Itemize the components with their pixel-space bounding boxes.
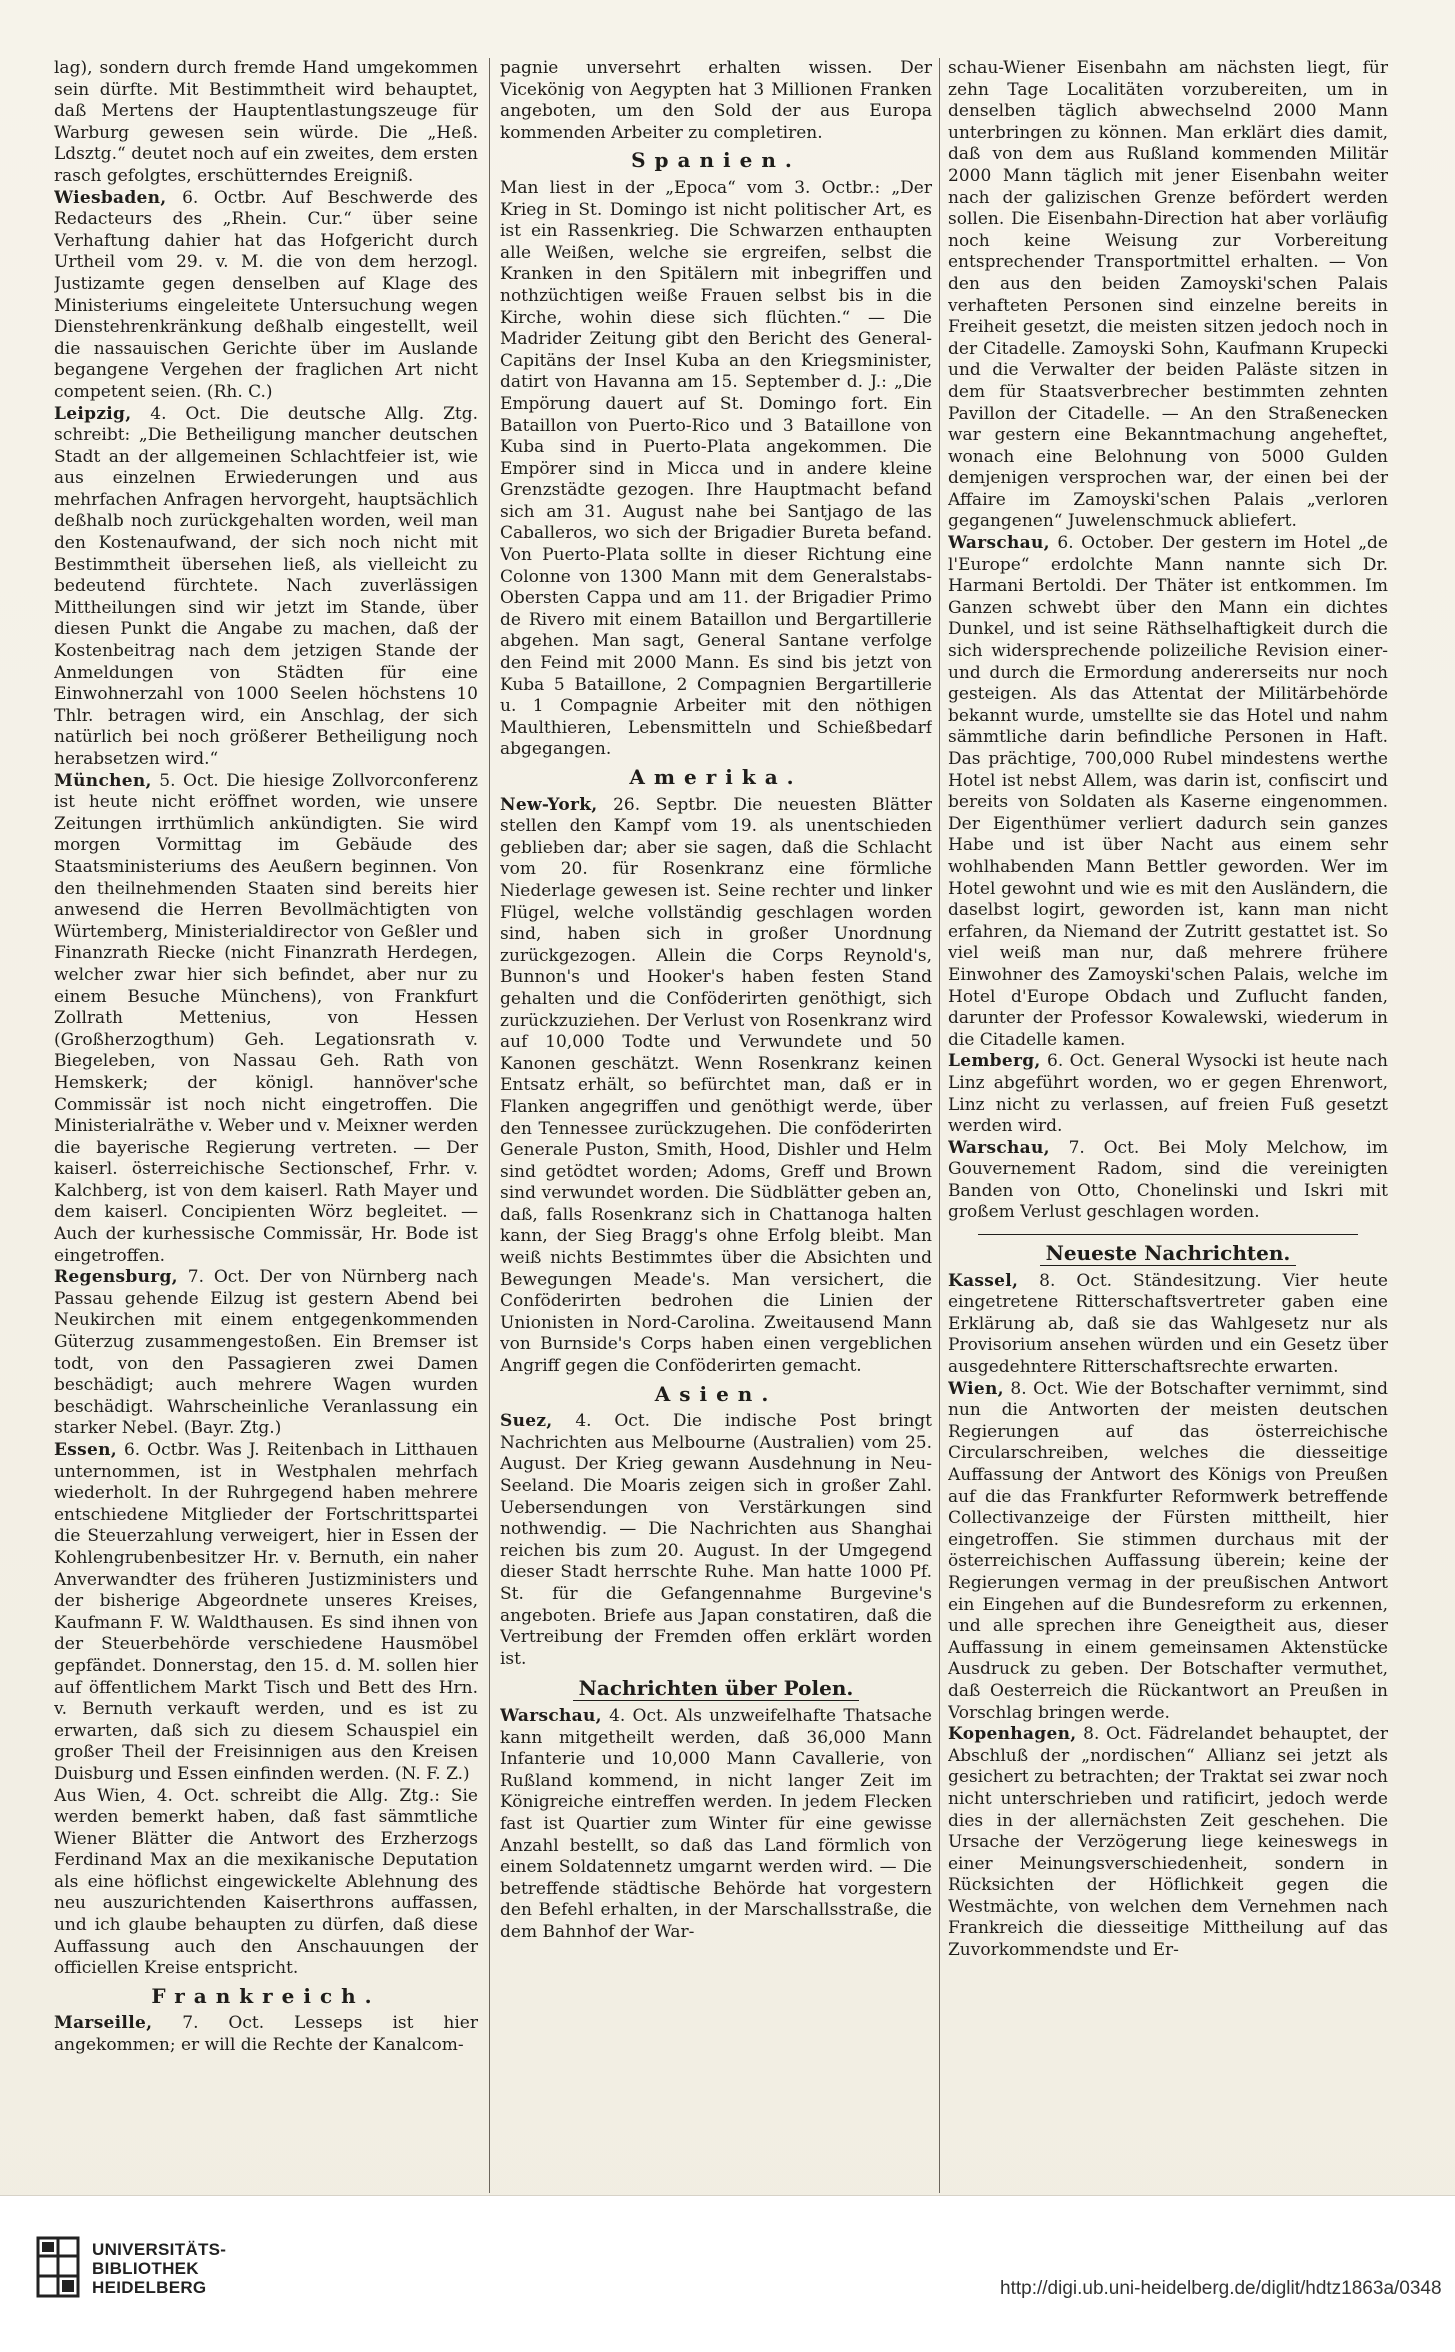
paragraph-text: 4. Oct. Die deutsche Allg. Ztg. schreibt: „Die Betheiligung mancher deutschen Stadt an der allgemeinen Schlachtfeier ist, wie aus einzelnen Erwiederungen und aus mehrfachen Anfragen hervorgeht, hauptsächlich deßhalb noch zurückgehalten worden, weil man den Kostenaufwand, der sich noch nicht mit Bestimmtheit übersehen ließ, als vielleicht zu bedeutend fürchtete. Nach zuverlässigen Mittheilungen sind wir jetzt im Stande, über diesen Punkt die Angabe zu machen, daß der Kostenbeitrag nach dem jetzigen Stande der Anmeldungen von Städten für eine Einwohnerzahl von 1000 Seelen höchstens 10 Thlr. betragen wird, ein Anschlag, der sich natürlich bei noch größerer Betheiligung noch herabsetzen wird.“ — [54, 403, 478, 769]
article-paragraph — [500, 58, 932, 144]
paragraph-text: pagnie unversehrt erhalten wissen. Der Vicekönig von Aegypten hat 3 Millionen Franken angeboten, um den Sold der aus Europa kommenden Arbeiter zu completiren. — [500, 58, 932, 143]
dateline-place: New-York, — [500, 794, 598, 815]
article-paragraph — [54, 58, 478, 188]
boxed-heading-text: Nachrichten über Polen. — [573, 1676, 860, 1701]
library-name-line2: BIBLIOTHEK — [92, 2259, 199, 2278]
paragraph-text: 6. Oct. General Wysocki ist heute nach Linz abgeführt worden, wo er gegen Ehrenwort, Linz nicht zu verlassen, auf freien Fuß gesetzt werden wird. — [948, 1051, 1388, 1137]
section-divider — [978, 1234, 1358, 1235]
paragraph-text: 6. Octbr. Auf Beschwerde des Redacteurs des „Rhein. Cur.“ über seine Verhaftung dahier hat das Hofgericht durch Urtheil vom 29. v. M. die von dem herzogl. Justizamte gegen denselben auf Klage des Ministeriums eingeleitete Untersuchung wegen Dienstehrenkränkung deßhalb eingestellt, weil die nassauischen Gerichte über im Auslande begangene Vergehen der fraglichen Art nicht competent seien. (Rh. C.) — [54, 187, 478, 402]
paragraph-text: 26. Septbr. Die neuesten Blätter stellen den Kampf vom 19. als unentschieden geblieben dar; aber sie sagen, daß die Schlacht vom 20. für Rosenkranz eine förmliche Niederlage gewesen ist. Seine rechter und linker Flügel, welche vollständig geschlagen worden sind, haben sich in großer Unordnung zurückgezogen. Allein die Corps Reynold's, Bunnon's und Hooker's haben festen Stand gehalten und die Conföderirten genöthigt, sich zurückzuziehen. Der Verlust von Rosenkranz wird auf 10,000 Todte und Verwundete und 50 Kanonen geschätzt. Wenn Rosenkranz keinen Entsatz erhält, so befürchtet man, daß er in Flanken angegriffen und genöthigt werde, über den Tennessee zurückzugehen. Die conföderirten Generale Puston, Smith, Hood, Dishler und Helm sind getödtet worden; Adoms, Greff und Brown sind verwundet worden. Die Südblätter geben an, daß, falls Rosenkranz sich in Chattanoga halten kann, der Sieg Bragg's ohne Erfolg bleibt. Man weiß nichts Bestimmtes über die Absichten und Bewegungen Meade's. Man versichert, die Conföderirten bedrohen die Linien der Unionisten in Nord-Carolina. Zweitausend Mann von Burnside's Corps haben einen vergeblichen Angriff gegen die Conföderirten gemacht. — [500, 794, 932, 1377]
dateline-place: Wien, — [948, 1378, 1004, 1399]
column-middle — [500, 58, 932, 2188]
article-paragraph — [948, 533, 1388, 1051]
paragraph-text: 8. Oct. Ständesitzung. Vier heute eingetretene Ritterschaftsvertreter gaben eine Erklärung ab, daß sie das Wahlgesetz nur als Provisorium ansehen würden und ein Gesetz über ausgedehntere Ritterschaftsrechte erwarten. — [948, 1270, 1388, 1378]
paragraph-text: 4. Oct. Die indische Post bringt Nachrichten aus Melbourne (Australien) vom 25. August. Der Krieg gewann Ausdehnung in Neu-Seeland. Die Moaris zeigen sich in großer Zahl. Uebersendungen von Verstärkungen sind nothwendig. — Die Nachrichten aus Shanghai reichen bis zum 20. August. In der Umgegend dieser Stadt herrschte Ruhe. Man hatte 1000 Pf. St. für die Gefangennahme Burgevine's angeboten. Briefe aus Japan constatiren, daß die Vertreibung der Fremden offen erklärt worden ist. — [500, 1411, 932, 1669]
dateline-place: Marseille, — [54, 2013, 153, 2034]
paragraph-text: lag), sondern durch fremde Hand umgekommen sein dürfte. Mit Bestimmtheit wird behauptet, daß Mertens der Hauptentlastungszeuge für Warburg gewesen sein würde. Die „Heß. Ldsztg.“ deutet noch auf ein zweites, dem ersten rasch gefolgtes, erschütterndes Ereigniß. — [54, 58, 478, 186]
boxed-heading — [500, 1678, 932, 1700]
article-paragraph — [54, 1267, 478, 1440]
dateline-place: Wiesbaden, — [54, 187, 167, 208]
library-name-line1: UNIVERSITÄTS- — [92, 2240, 227, 2259]
article-paragraph — [948, 1138, 1388, 1224]
paragraph-text: 6. October. Der gestern im Hotel „de l'Europe“ erdolchte Mann nannte sich Dr. Harmani Bertoldi. Der Thäter ist entkommen. Im Ganzen schwebt über den Mann ein dichtes Dunkel, und ist seine Räthselhaftigkeit durch die sich widersprechende polizeiliche Revision einer- und durch die Ermordung andererseits nur noch gesteigen. Als das Attentat der Militärbehörde bekannt wurde, umstellte sie das Hotel und nahm sämmtliche darin befindliche Personen in Haft. Das prächtige, 700,000 Rubel mindestens werthe Hotel ist nebst Allem, was darin ist, confiscirt und bereits von Soldaten als Kaserne eingenommen. Der Eigenthümer verliert dadurch sein ganzes Habe und ist über Nacht aus einem sehr wohlhabenden Mann Bettler geworden. Wer im Hotel gewohnt und wie es mit den Ausländern, die daselbst logirt, geworden ist, kann man nicht erfahren, da Niemand der Zutritt gestattet ist. So viel weiß man nur, daß mehrere frühere Einwohner des Zamoyski'schen Palais, welche im Hotel d'Europe Obdach und Zuflucht fanden, darunter der Professor Kowalewski, wiederum in die Citadelle kamen. — [948, 533, 1388, 1050]
paragraph-text: 8. Oct. Wie der Botschafter vernimmt, sind nun die Antworten der meisten deutschen Regierungen auf das österreichische Circularschreiben, welches die diesseitige Auffassung der Antwort des Königs von Preußen auf die das Frankfurter Reformwerk betreffende Collectivanzeige der Fürsten mittheilt, hier eingetroffen. Sie stimmen durchaus mit der österreichischen Auffassung überein; keine der Regierungen vermag in der preußischen Antwort ein Eingehen auf die Bundesreform zu erkennen, und alle sprechen ihre Geneigtheit aus, dieser Auffassung in einem gemeinsamen Aktenstücke Ausdruck zu geben. Der Botschafter vermuthet, daß Oesterreich die Rückantwort an Preußen in Vorschlag bringen werde. — [948, 1378, 1388, 1723]
column-rule-right — [939, 58, 940, 2193]
dateline-place: Kopenhagen, — [948, 1724, 1077, 1745]
paragraph-text: 6. Octbr. Was J. Reitenbach in Litthauen unternommen, ist in Westphalen mehrfach wiederholt. In der Ruhrgegend haben mehrere entschiedene Mitglieder der Fortschrittspartei die Steuerzahlung verweigert, hier in Essen der Kohlengrubenbesitzer Hr. v. Bernuth, ein naher Anverwandter des früheren Justizministers und der bisherige Abgeordnete unseres Kreises, Kaufmann F. W. Waldthausen. Es sind ihnen von der Steuerbehörde verschiedene Hausmöbel gepfändet. Donnerstag, den 15. d. M. sollen hier auf öffentlichem Markt Tisch und Bett des Hrn. v. Bernuth verkauft werden, und es ist zu erwarten, daß sich zu diesem Schauspiel ein großer Theil der Freisinnigen aus den Kreisen Duisburg und Essen einfinden werden. (N. F. Z.) — [54, 1440, 478, 1784]
article-paragraph — [54, 1786, 478, 1980]
section-heading: Amerika. — [629, 765, 803, 789]
article-paragraph — [54, 404, 478, 771]
dateline-place: Warschau, — [948, 533, 1050, 554]
section-heading: Asien. — [654, 1381, 778, 1406]
paragraph-text: Aus Wien, 4. Oct. schreibt die Allg. Ztg.: Sie werden bemerkt haben, daß fast sämmtliche Wiener Blätter die Antwort des Erzherzogs Ferdinand Max an die mexikanische Deputation als eine höflichst eingewickelte Ablehnung des neu auszurichtenden Kaiserthrons auffassen, und ich glaube behaupten zu dürfen, daß diese Auffassung auch den Anschauungen der officiellen Kreise entspricht. — [54, 1785, 478, 1979]
dateline-place: Kassel, — [948, 1270, 1019, 1291]
article-paragraph — [948, 58, 1388, 533]
article-paragraph — [500, 1411, 932, 1670]
paragraph-text: schau-Wiener Eisenbahn am nächsten liegt, für zehn Tage Localitäten vorzubereiten, um in denselben täglich abwechselnd 2000 Mann unterbringen zu können. Man erklärt dies damit, daß von dem aus Rußland kommenden Militär 2000 Mann täglich mit jener Eisenbahn weiter nach der galizischen Grenze befördert werden sollen. Die Eisenbahn-Direction hat aber vorläufig noch keine Weisung zur Vorbereitung entsprechender Transportmittel erhalten. — Von den aus den beiden Zamoyski'schen Palais verhafteten Personen sind einzelne bereits in Freiheit gesetzt, die meisten sitzen jedoch noch in der Citadelle. Zamoyski Sohn, Kaufmann Krupecki und die Verwalter der beiden Paläste sitzen in dem für Staatsverbrecher bestimmten zehnten Pavillon der Citadelle. — An den Straßenecken war gestern eine Bekanntmachung angeheftet, wonach eine Belohnung von 5000 Gulden demjenigen versprochen war, der einen bei der Affaire im Zamoyski'schen Palais „verloren gegangenen“ Juwelenschmuck abliefert. — [948, 58, 1388, 532]
article-paragraph — [948, 1051, 1388, 1137]
column-rule-left — [489, 58, 490, 2193]
dateline-place: Essen, — [54, 1440, 117, 1460]
paragraph-text: 7. Oct. Lesseps ist hier angekommen; er will die Rechte der Kanalcom- — [54, 2013, 478, 2056]
section-heading: Spanien. — [631, 148, 801, 173]
article-paragraph — [54, 771, 478, 1268]
boxed-heading — [948, 1243, 1388, 1265]
dateline-place: Leipzig, — [54, 403, 132, 424]
dateline-place: Suez, — [500, 1411, 553, 1432]
article-paragraph — [948, 1379, 1388, 1725]
article-paragraph — [500, 178, 932, 761]
article-paragraph — [948, 1271, 1388, 1379]
university-library-logo-icon — [36, 2236, 80, 2298]
dateline-place: Lemberg, — [948, 1051, 1041, 1072]
source-url[interactable]: http://digi.ub.uni-heidelberg.de/diglit/hdtz1863a/0348 — [1000, 2278, 1442, 2299]
paragraph-text: 4. Oct. Als unzweifelhafte Thatsache kann mitgetheilt werden, daß 36,000 Mann Infanterie und 10,000 Mann Cavallerie, von Rußland kommend, in nicht langer Zeit im Königreiche eintreffen werden. In jedem Flecken fast ist Quartier zum Winter für eine gewisse Anzahl bestellt, so daß das Land förmlich von einem Soldatennetz umgarnt werden wird. — Die betreffende städtische Behörde hat vorgestern den Befehl erhalten, in der Marschallsstraße, die dem Bahnhof der War- — [500, 1705, 932, 1942]
paragraph-text: 5. Oct. Die hiesige Zollvorconferenz ist heute nicht eröffnet worden, wie unsere Zeitungen irrthümlich ankündigten. Sie wird morgen Vormittag im Gebäude des Staatsministeriums des Aeußern beginnen. Von den theilnehmenden Staaten sind bereits hier anwesend die Herren Bevollmächtigten von Würtemberg, Ministerialdirector von Geßler und Finanzrath Riecke (nicht Finanzrath Herdegen, welcher zwar hier sich befindet, aber nur zu einem Besuche Münchens), von Frankfurt Zollrath Mettenius, von Hessen (Großherzogthum) Geh. Legationsrath v. Biegeleben, von Nassau Geh. Rath von Hemskerk; der königl. hannöver'sche Commissär ist noch nicht eingetroffen. Die Ministerialräthe v. Weber und v. Meixner werden die bayerische Regierung vertreten. — Der kaiserl. österreichische Sectionschef, Frhr. v. Kalchberg, ist von dem kaiserl. Rath Mayer und dem kaiserl. Concipienten Wörz begleitet. — Auch der kurhessische Commissär, Hr. Bode ist eingetroffen. — [54, 770, 478, 1266]
boxed-heading-text: Neueste Nachrichten. — [1040, 1241, 1297, 1266]
footer-bar — [0, 2195, 1455, 2352]
library-name — [92, 2240, 226, 2297]
section-heading: Frankreich. — [151, 1983, 381, 2008]
article-paragraph — [948, 1724, 1388, 1962]
article-paragraph — [500, 1706, 932, 1944]
column-left — [54, 58, 478, 2188]
article-paragraph — [54, 2013, 478, 2056]
paragraph-text: 7. Oct. Der von Nürnberg nach Passau gehende Eilzug ist gestern Abend bei Neukirchen mit einem entgegenkommenden Güterzug zusammengestoßen. Ein Bremser ist todt, von den Passagieren zwei Damen beschädigt; auch mehrere Wagen wurden beschädigt. Wahrscheinliche Veranlassung ein starker Nebel. (Bayr. Ztg.) — [54, 1267, 478, 1439]
article-paragraph — [54, 188, 478, 404]
dateline-place: Warschau, — [500, 1705, 602, 1726]
paragraph-text: 8. Oct. Fädrelandet behauptet, der Abschluß der „nordischen“ Allianz sei jetzt als gesichert zu betrachten; der Traktat sei zwar noch nicht unterschrieben und ratificirt, jedoch werde dies in der allernächsten Zeit geschehen. Die Ursache der Verzögerung liege keineswegs in einer Meinungsverschiedenheit, sondern in Rücksichten der Höflichkeit gegen die Westmächte, von welchen dem Vernehmen nach Frankreich die diesseitige Mittheilung auf das Zuvorkommendste und Er- — [948, 1724, 1388, 1961]
dateline-place: Warschau, — [948, 1137, 1050, 1158]
column-right — [948, 58, 1388, 2188]
article-paragraph — [500, 795, 932, 1378]
library-name-line3: HEIDELBERG — [92, 2278, 207, 2297]
paragraph-text: 7. Oct. Bei Moly Melchow, im Gouvernement Radom, sind die vereinigten Banden von Otto, Chonelinski und Iskri mit großem Verlust geschlagen worden. — [948, 1137, 1388, 1223]
dateline-place: Regensburg, — [54, 1267, 178, 1288]
paragraph-text: Man liest in der „Epoca“ vom 3. Octbr.: „Der Krieg in St. Domingo ist nicht politischer Art, es ist ein Rassenkrieg. Die Schwarzen enthaupten alle Weißen, welche sie ergreifen, selbst die Kranken in den Spitälern mit inbegriffen und nothzüchtigen weiße Frauen selbst bis in die Kirche, wohin diese sich flüchten.“ — Die Madrider Zeitung gibt den Bericht des General-Capitäns der Insel Kuba an den Kriegsminister, datirt von Havanna am 15. September d. J.: „Die Empörung dauert auf St. Domingo fort. Ein Bataillon von Puerto-Rico und 3 Bataillone von Kuba sind in Puerto-Plata angekommen. Die Empörer sind in Micca und in andere kleine Grenzstädte gezogen. Ihre Hauptmacht befand sich am 31. August nahe bei Santjago de las Caballeros, wo sich der Brigadier Bureta befand. Von Puerto-Plata sollte in dieser Richtung eine Colonne von 1300 Mann mit dem Generalstabs-Obersten Cappa und am 11. der Brigadier Primo de Rivero mit einem Bataillon und Bergartillerie abgehen. Man sagt, General Santane verfolge den Feind mit 2000 Mann. Es sind bis jetzt von Kuba 5 Bataillone, 2 Compagnien Bergartillerie u. 1 Compagnie Arbeiter mit den nöthigen Maulthieren, Lebensmitteln und Schießbedarf abgegangen. — [500, 177, 932, 760]
article-paragraph — [54, 1440, 478, 1786]
dateline-place: München, — [54, 770, 152, 791]
